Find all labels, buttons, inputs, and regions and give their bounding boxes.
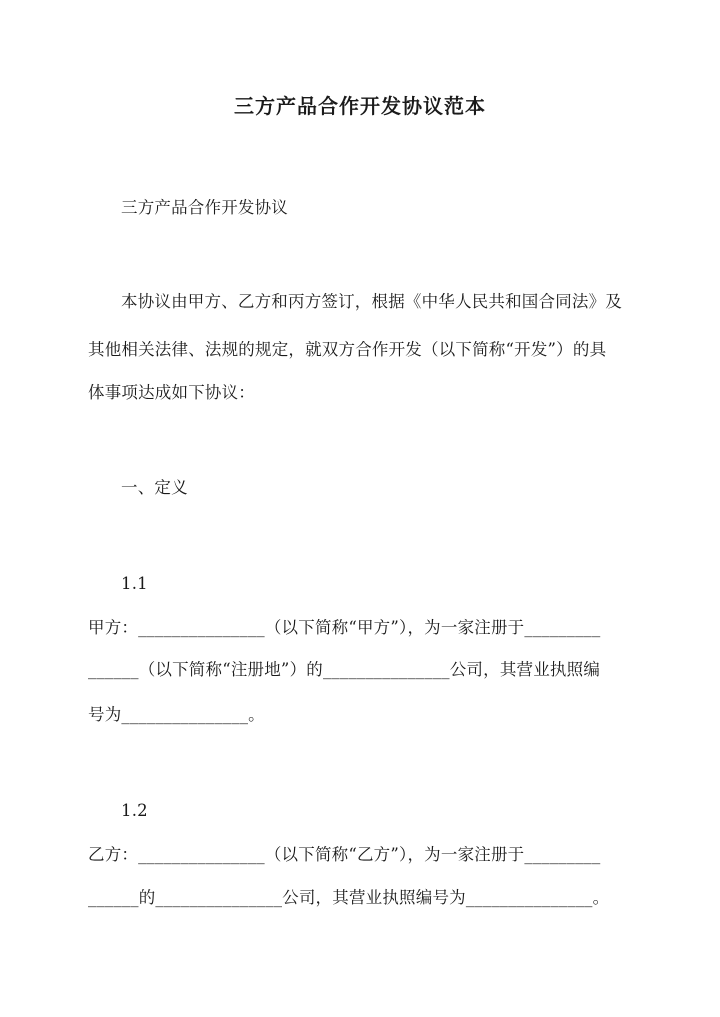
section-heading-definitions: 一、定义	[121, 478, 188, 497]
clause-1-1-line-2: ______（以下简称“注册地”）的_______________公司，其营业执照编	[88, 660, 601, 679]
clause-number-1-1: 1.1	[121, 574, 148, 593]
intro-line-1: 本协议由甲方、乙方和丙方签订，根据《中华人民共和国合同法》及	[121, 292, 622, 311]
intro-line-2: 其他相关法律、法规的规定，就双方合作开发（以下简称“开发”）的具	[88, 340, 607, 359]
document-subtitle: 三方产品合作开发协议	[121, 198, 288, 217]
intro-line-3: 体事项达成如下协议：	[88, 383, 255, 402]
clause-1-2-line-2: ______的_______________公司，其营业执照编号为_______________。	[88, 888, 610, 907]
document-title: 三方产品合作开发协议范本	[234, 94, 486, 118]
clause-1-2-line-1: 乙方：_______________（以下简称“乙方”），为一家注册于_________	[88, 845, 601, 864]
clause-number-1-2: 1.2	[121, 801, 148, 820]
clause-1-1-line-3: 号为_______________。	[88, 705, 265, 724]
clause-1-1-line-1: 甲方：_______________（以下简称“甲方”），为一家注册于_________	[88, 618, 601, 637]
